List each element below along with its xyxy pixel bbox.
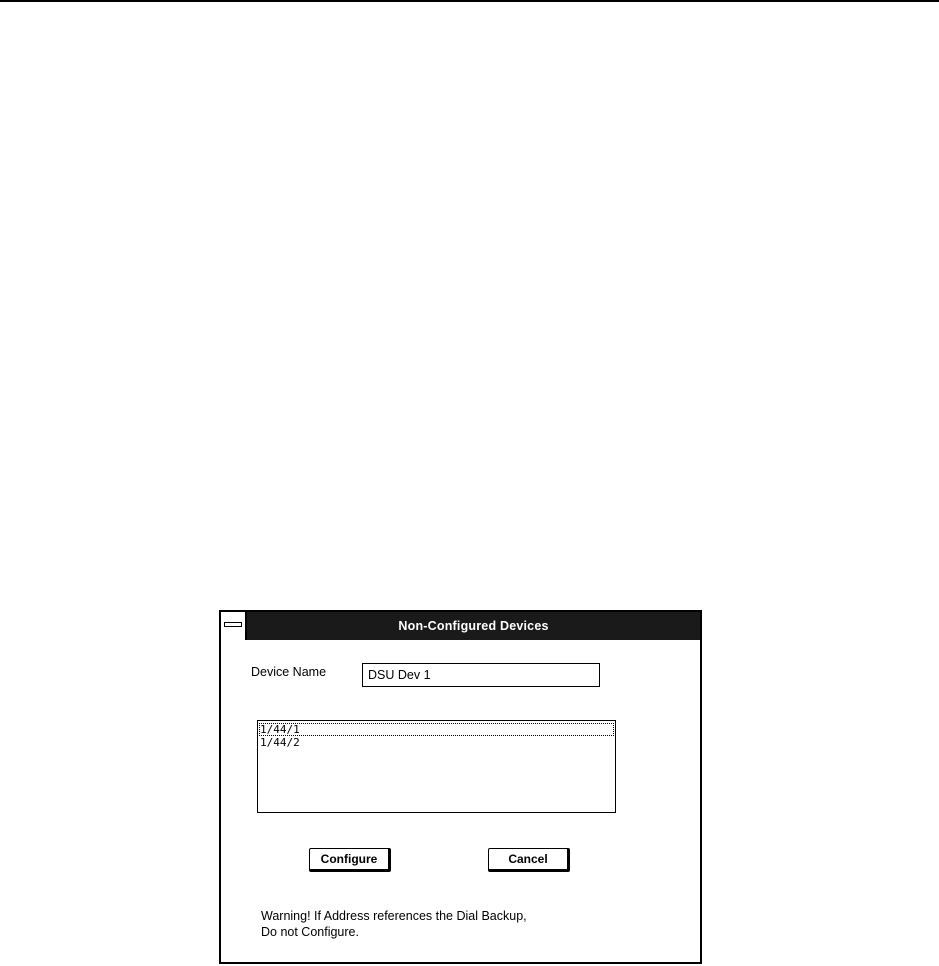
cancel-button[interactable]: Cancel — [488, 848, 570, 872]
device-name-label: Device Name — [251, 665, 327, 679]
page-top-rule — [0, 0, 939, 2]
dialog-title: Non-Configured Devices — [398, 619, 549, 633]
non-configured-devices-dialog — [219, 610, 702, 964]
configure-button[interactable]: Configure — [309, 848, 391, 872]
device-name-field[interactable] — [362, 663, 600, 687]
warning-line-2: Do not Configure. — [261, 925, 359, 939]
warning-message — [261, 908, 527, 940]
address-listbox[interactable] — [257, 720, 616, 813]
list-item[interactable]: 1/44/1 — [259, 723, 614, 736]
system-menu-dash-icon — [224, 622, 242, 627]
list-item[interactable]: 1/44/2 — [260, 736, 300, 749]
dialog-titlebar — [221, 612, 700, 640]
warning-line-1: Warning! If Address references the Dial Backup, — [261, 909, 527, 923]
system-menu-button[interactable] — [221, 612, 247, 640]
